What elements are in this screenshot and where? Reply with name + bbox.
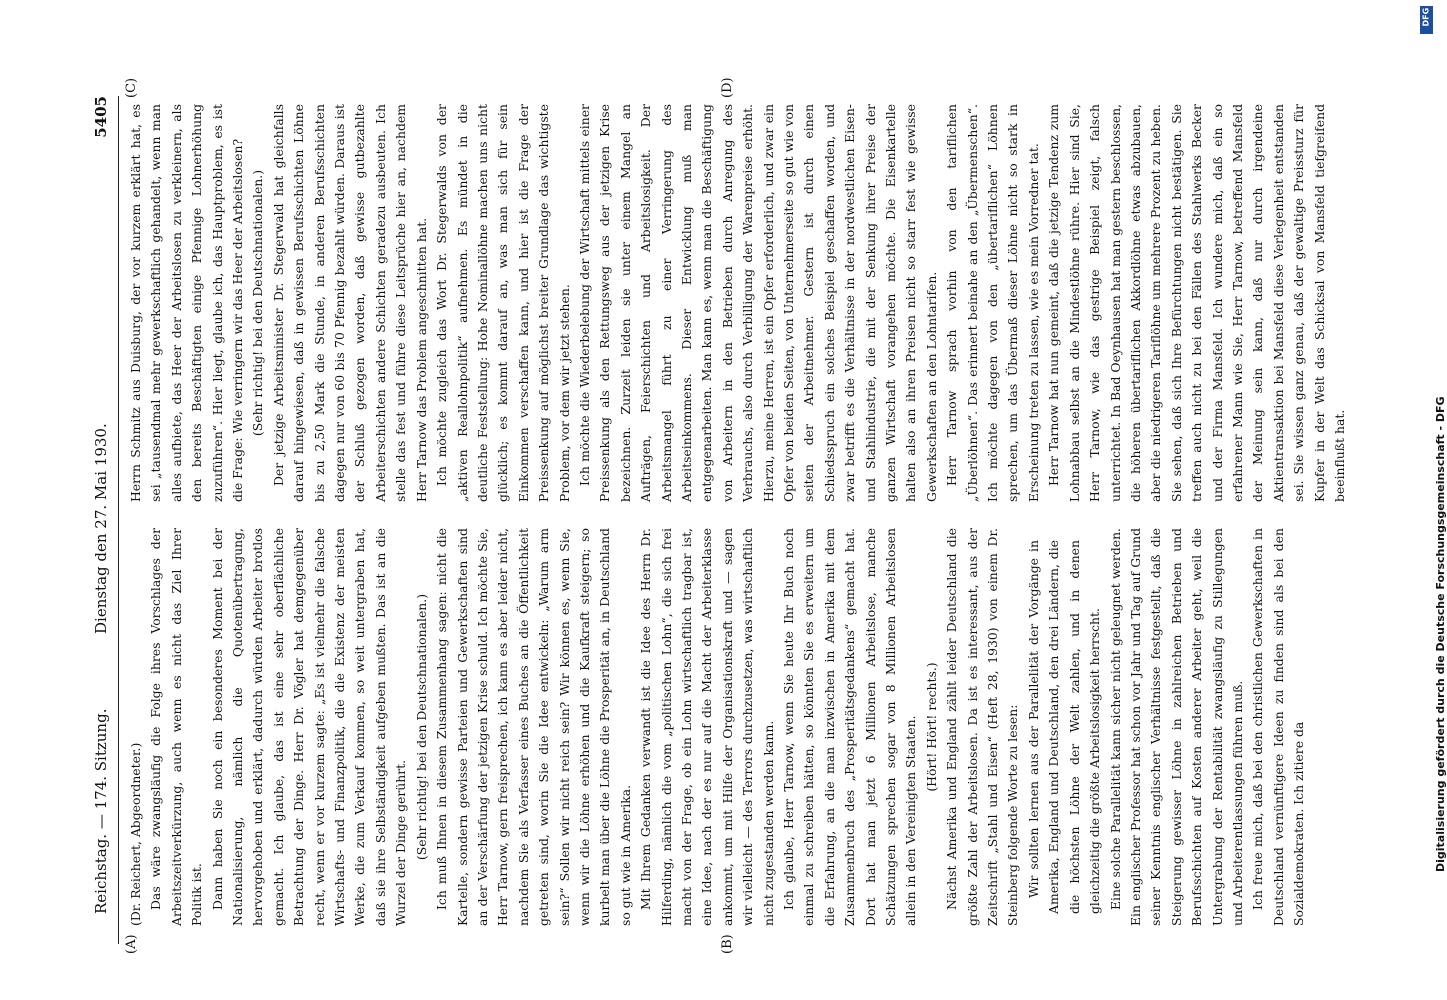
paragraph: Ich glaube, Herr Tarnow, wenn Sie heute Ihr Buch noch einmal zu schreiben hätten, so könnten Sie es erweitern um die Erfahrung, an die man inzwischen in Amerika mit dem Zusammenbruch des „Prosperitätsgedankens“ gemacht hat. Dort hat man jetzt 6 Millionen Arbeitslose, manche Schätzungen sprechen sogar von 8 Millionen Arbeitslosen allein in den Vereinigten Staaten. <box>781 528 919 926</box>
page-header <box>86 96 116 944</box>
header-divider <box>118 96 119 944</box>
paragraph: Eine solche Parallelität kann sicher nicht geleugnet werden. Ein englischer Professor hat schon vor Jahr und Tag auf Grund seiner Kenntnis englischer Verhältnisse festgestellt, daß die Steigerung gewisser Löhne in zahlreichen Betrieben und Berufsschichten auf Kosten anderer Arbeiter geht, weil die Untergrabung der Rentabilität zwangsläufig zu Stillegungen und Arbeiterentlassungen führen muß. <box>1107 528 1245 926</box>
dfg-logo-text: DFG <box>1421 7 1431 27</box>
paragraph: Nächst Amerika und England zählt leider Deutschland die größte Zahl der Arbeitslosen. Da ist es interessant, aus der Zeitschrift „Stahl und Eisen“ (Heft 28, 1930) von einem Dr. Steinberg folgende Worte zu lesen: <box>944 528 1021 926</box>
right-text-column <box>126 104 1347 502</box>
quotation: Wir sollten lernen aus der Parallelität der Vorgänge in Amerika, England und Deutschland, den drei Ländern, die die höchsten Löhne der Welt zahlen, und in denen gleichzeitig die größte Arbeitslosigkeit herrscht. <box>1025 540 1103 914</box>
interjection: (Sehr richtig! bei den Deutschnationalen.) <box>250 169 266 437</box>
paragraph: Herrn Schmitz aus Duisburg, der vor kurzem erklärt hat, es sei „tausendmal mehr gewerkschaftlich gehandelt, wenn man alles aufbiete, das Heer der Arbeitslosen zu verkleinern, als den bereits Beschäftigten einige Pfennige Lohnerhöhung zuzuführen“. Hier liegt, glaube ich, das Hauptproblem, es ist die Frage: Wie verringern wir das Heer der Arbeitslosen? <box>128 104 246 502</box>
paragraph: Herr Tarnow hat nun gemeint, daß die jetzige Tendenz zum Lohnabbau selbst an die Mindestlöhne rühre. Hier sind Sie, Herr Tarnow, wie das gestrige Beispiel zeigt, falsch unterrichtet. In Bad Oeynhausen hat man gestern beschlossen, die höheren übertariflichen Akkordlöhne etwas abzubauen, aber die niedrigeren Tariflöhne um mehrere Prozent zu heben. Sie sehen, daß sich Ihre Befürchtungen nicht bestätigen. Sie treffen auch nicht zu bei den Fällen des Stahlwerks Becker und der Firma Mansfeld. Ich wundere mich, daß ein so erfahrener Mann wie Sie, Herr Tarnow, betreffend Mansfeld der Meinung sein kann, daß nur durch irgendeine Aktientransaktion bei Mansfeld diese Verlegenheit entstanden sei. Sie wissen ganz genau, daß der gewaltige Preissturz für Kupfer in der Welt das Schicksal von Mansfeld tiefgreifend beeinflußt hat. <box>1046 104 1347 502</box>
margin-marker-b: (B) <box>720 934 735 954</box>
header-session-title: Reichstag. — 174. Sitzung. <box>92 708 110 914</box>
paragraph: Herr Tarnow sprach vorhin von den tariflichen „Überlöhnen“. Das erinnert beinahe an den „Übermenschen“. Ich möchte dagegen von den „übertariflichen“ Löhnen sprechen, um das Übermaß dieser Löhne nicht so stark in Erscheinung treten zu lassen, wie es mein Vorredner tat. <box>944 104 1041 502</box>
rotated-document-page <box>80 77 1360 960</box>
paragraph: Ich freue mich, daß bei den christlichen Gewerkschaften in Deutschland vernünftigere Ideen zu finden sind als bei den Sozialdemokraten. Ich zitiere da <box>1250 528 1307 926</box>
margin-marker-a: (A) <box>124 934 139 954</box>
left-text-column <box>126 528 1316 926</box>
dfg-logo-icon <box>1420 6 1433 34</box>
paragraph: Ich möchte zugleich das Wort Dr. Stegerwalds von der „aktiven Reallohnpolitik“ aufnehmen. Es mündet in die deutliche Feststellung: Hohe Nominallöhne machen uns nicht glücklich; es kommt darauf an, was man sich für sein Einkommen verschaffen kann, und hier ist die Frage der Preissenkung auf möglichst breiter Grundlage das wichtigste Problem, vor dem wir jetzt stehen. <box>434 104 572 502</box>
paragraph: Der jetzige Arbeitsminister Dr. Stegerwald hat gleichfalls darauf hingewiesen, daß in gewissen Berufsschichten Löhne bis zu 2,50 Mark die Stunde, in anderen Berufsschichten dagegen nur von 60 bis 70 Pfennig bezahlt würden. Daraus ist der Schluß gezogen worden, daß gewisse gutbezahlte Arbeiterschichten andere Schichten geradezu ausbeuten. Ich stelle das fest und führe diese Leitsprüche hier an, nachdem Herr Tarnow das Problem angeschnitten hat. <box>270 104 429 502</box>
interjection: (Sehr richtig! bei den Deutschnationalen.) <box>413 593 429 861</box>
page-number: 5405 <box>92 96 110 138</box>
paragraph: Ich möchte die Wiederbelebung der Wirtschaft mittels einer Preissenkung als den Rettungsweg aus der jetzigen Krise bezeichnen. Zurzeit leiden sie unter einem Mangel an Aufträgen, Feierschichten und Arbeitslosigkeit. Der Arbeitsmangel führt zu einer Verringerung des Arbeitseinkommens. Dieser Entwicklung muß man entgegenarbeiten. Man kann es, wenn man die Beschäftigung von Arbeitern in den Betrieben durch Anregung des Verbrauchs, also durch Verbilligung der Warenpreise erhöht. Hierzu, meine Herren, ist ein Opfer erforderlich, und zwar ein Opfer von beiden Seiten, von Unternehmerseite so gut wie von seiten der Arbeitnehmer. Gestern ist durch einen Schiedsspruch ein solches Beispiel geschaffen worden, und zwar betrifft es die Verhältnisse in der nordwestlichen Eisen- und Stahlindustrie, die mit der Senkung ihrer Preise der ganzen Wirtschaft vorangehen möchte. Die Eisenkartelle halten also an ihren Preisen nicht so starr fest wie gewisse Gewerkschaften an den Lohntarifen. <box>576 104 939 502</box>
interjection: (Hört! Hört! rechts.) <box>923 662 939 792</box>
margin-marker-d: (D) <box>720 77 735 98</box>
paragraph: Ich muß Ihnen in diesem Zusammenhang sagen: nicht die Kartelle, sondern gewisse Parteien und Gewerkschaften sind an der Verschärfung der jetzigen Krise schuld. Ich möchte Sie, Herr Tarnow, gern freisprechen, ich kann es aber leider nicht, nachdem Sie als Verfasser eines Buches an die Öffentlichkeit getreten sind, worin Sie die Idee entwickeln: „Warum arm sein?“ Sollen wir nicht reich sein? Wir können es, wenn Sie, wenn wir die Löhne erhöhen und die Kaufkraft steigern; so kurbelt man über die Löhne die Prosperität an, in Deutschland so gut wie in Amerika. <box>434 528 633 926</box>
speaker-line: (Dr. Reichert, Abgeordneter.) <box>128 742 143 926</box>
paragraph: Das wäre zwangsläufig die Folge ihres Vorschlages der Arbeitszeitverkürzung, auch wenn es nicht das Ziel Ihrer Politik ist. <box>148 528 205 926</box>
header-date: Dienstag den 27. Mai 1930. <box>92 423 110 634</box>
digitization-credit: Digitalisierung gefördert durch die Deutsche Forschungsgemeinschaft - DFG <box>1434 396 1447 872</box>
margin-marker-c: (C) <box>124 77 139 98</box>
paragraph: Dann haben Sie noch ein besonderes Moment bei der Nationalisierung, nämlich die Quotenübertragung, hervorgehoben und erklärt, dadurch würden Arbeiter brotlos gemacht. Ich glaube, das ist eine sehr oberflächliche Betrachtung der Dinge. Herr Dr. Vögler hat demgegenüber recht, wenn er vor kurzem sagte: „Es ist vielmehr die falsche Wirtschafts- und Finanzpolitik, die die Existenz der meisten Werke, die zum Verkauf kommen, so weit untergraben hat, daß sie ihre Selbständigkeit aufgeben mußten. Das ist an die Wurzel der Dinge gerührt. <box>209 528 409 926</box>
paragraph: Mit Ihrem Gedanken verwandt ist die Idee des Herrn Dr. Hilferding, nämlich die vom „politischen Lohn“, die sich frei macht von der Frage, ob ein Lohn wirtschaftlich tragbar ist, eine Idee, nach der es nur auf die Macht der Arbeiterklasse ankommt, um mit Hilfe der Organisationskraft und — sagen wir vielleicht — des Terrors durchzusetzen, was wirtschaftlich nicht zugestanden werden kann. <box>638 528 776 926</box>
